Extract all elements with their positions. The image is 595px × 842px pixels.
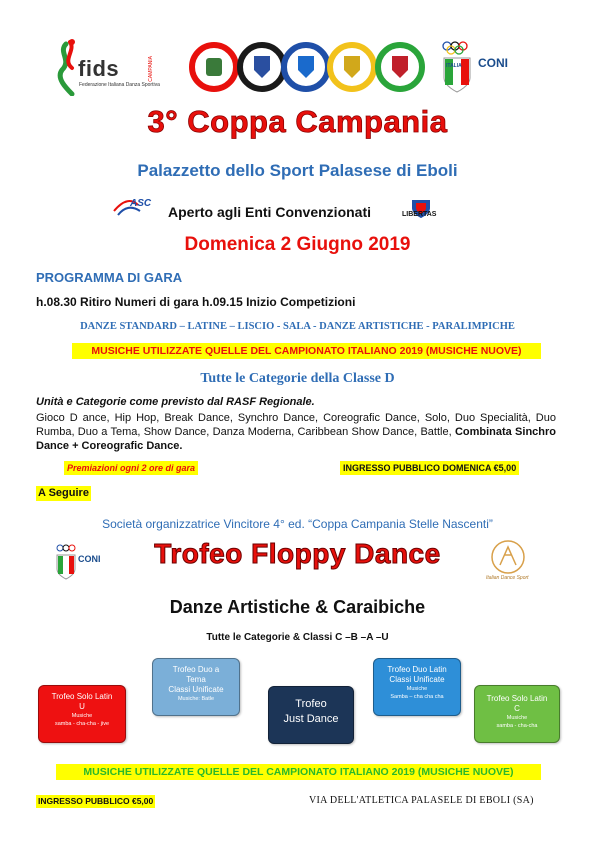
fids-logo-text: fids (78, 56, 120, 81)
bubble-class: C (514, 704, 520, 713)
bubble-title: Trofeo Solo Latin (486, 694, 548, 703)
bubble-line2: Just Dance (283, 713, 339, 725)
asc-logo (112, 195, 160, 217)
bubble-title: Trofeo (295, 698, 327, 710)
aperto-text: Aperto agli Enti Convenzionati (168, 204, 372, 220)
musiche-banner-footer: MUSICHE UTILIZZATE QUELLE DEL CAMPIONATO ITALIANO 2019 (MUSICHE NUOVE) (56, 764, 541, 780)
dance-list-text: Gioco D ance, Hip Hop, Break Dance, Synchro Dance, Coreografic Dance, Solo, Duo Specialità, Duo Rumba, Duo a Tema, Show Dance, Danza Moderna, Caribbean Show Dance, Battle, (36, 412, 556, 438)
bubble-title: Trofeo Solo Latin (51, 692, 113, 701)
bubble-musiche: Musiche (71, 713, 93, 719)
bubble-music-list: Samba – cha cha cha (390, 694, 444, 700)
libertas-logo-text: LIBERTAS (402, 211, 437, 218)
dance-disciplines: DANZE STANDARD – LATINE – LISCIO - SALA - DANZE ARTISTICHE - PARALIMPICHE (80, 321, 515, 332)
schedule-hours: h.08.30 Ritiro Numeri di gara h.09.15 Inizio Competizioni (36, 295, 356, 309)
libertas-logo (398, 199, 444, 221)
programma-heading: PROGRAMMA DI GARA (36, 270, 183, 285)
unita-categorie: Unità e Categorie come previsto dal RASF Regionale. (36, 396, 315, 408)
bubble-just-dance (268, 686, 354, 744)
categorie-classi: Tutte le Categorie & Classi C –B –A –U (206, 632, 389, 643)
bubble-musiche: Musiche (506, 715, 528, 721)
asc-logo-text: ASC (130, 198, 152, 209)
bubble-duo-a-tema (152, 658, 240, 716)
venue: Palazzetto dello Sport Palasese di Eboli (137, 161, 458, 180)
bubble-class: Classi Unificate (168, 685, 224, 694)
event-date: Domenica 2 Giugno 2019 (184, 234, 411, 255)
a-seguire: A Seguire (38, 487, 89, 499)
bubble-music-list: samba - cha-cha - jive (54, 721, 110, 727)
bubble-class: Classi Unificate (389, 675, 445, 684)
ingresso-domenica: INGRESSO PUBBLICO DOMENICA €5,00 (340, 461, 519, 475)
venue-address: VIA DELL'ATLETICA PALASELE DI EBOLI (SA) (309, 795, 534, 806)
ingresso-pubblico: INGRESSO PUBBLICO €5,00 (38, 796, 154, 806)
premiazioni-note: Premiazioni ogni 2 ore di gara (64, 461, 198, 475)
coni-logo (440, 38, 526, 96)
coni-flag-text: ITALIA (446, 63, 462, 69)
trofeo-title: Trofeo Floppy Dance (154, 538, 441, 569)
classe-d-heading: Tutte le Categorie della Classe D (200, 371, 395, 386)
bubble-title: Trofeo Duo a (172, 665, 220, 674)
bubble-musiche: Musiche: Batle (177, 696, 215, 702)
olympic-rings-emblems (188, 38, 426, 96)
societa-organizzatrice: Società organizzatrice Vincitore 4° ed. “Coppa Campania Stelle Nascenti” (102, 517, 493, 531)
bubble-solo-latin-c (474, 685, 560, 743)
bubble-class: U (79, 702, 85, 711)
bubble-title: Trofeo Duo Latin (387, 665, 447, 674)
dance-list-bold: Combinata Sinchro Dance + Coreografic Dance. (36, 426, 557, 452)
musiche-banner: MUSICHE UTILIZZATE QUELLE DEL CAMPIONATO ITALIANO 2019 (MUSICHE NUOVE) (72, 343, 541, 359)
logo-right-text: Italian Dance Sport (486, 575, 529, 581)
bubble-line2: Tema (186, 675, 206, 684)
bubble-solo-latin-u (38, 685, 126, 743)
bubble-duo-latin (373, 658, 461, 716)
dance-list-paragraph (36, 411, 556, 453)
page-title: 3° Coppa Campania (147, 104, 448, 139)
bubble-music-list: samba - cha-cha (496, 723, 538, 729)
fids-logo-subtitle: Federazione Italiana Danza Sportiva (79, 82, 160, 88)
coni-small-text: CONI (78, 554, 101, 564)
coni-text: CONI (478, 56, 508, 70)
italian-dance-sport-logo (480, 537, 536, 583)
fids-logo (52, 38, 164, 96)
danze-artistiche-heading: Danze Artistiche & Caraibiche (169, 597, 426, 617)
fids-side-text: CAMPANIA (148, 56, 154, 82)
bubble-musiche: Musiche (406, 686, 428, 692)
